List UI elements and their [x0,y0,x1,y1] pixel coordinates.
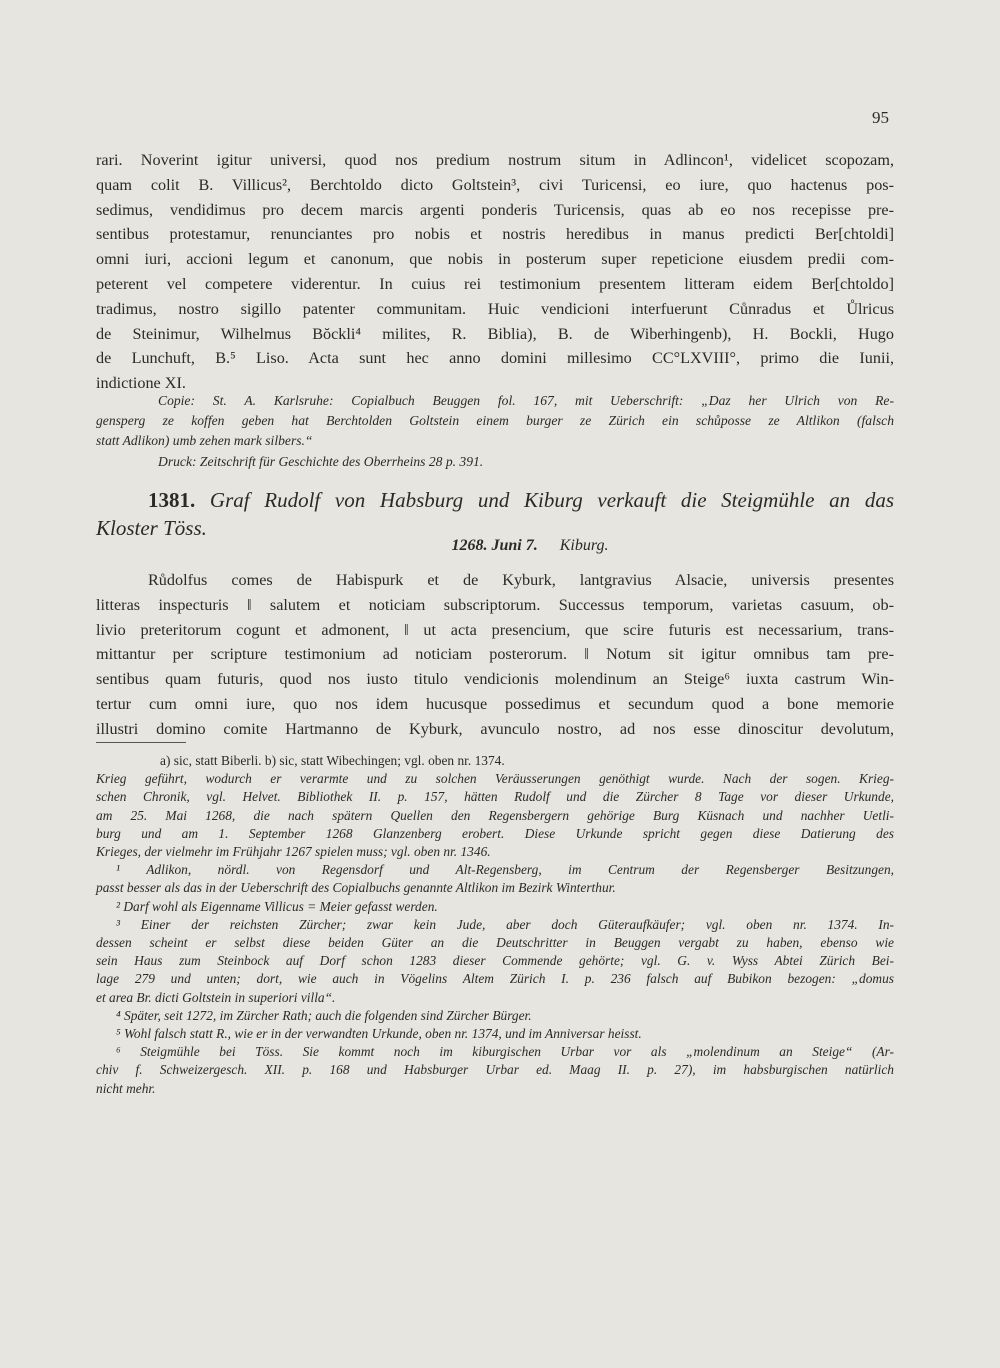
footnote-line: chiv f. Schweizergesch. XII. p. 168 und Habsburger Urbar ed. Maag II. p. 27), im habsburgischen natürlich [96,1062,894,1078]
footnote-line: et area Br. dicti Goltstein in superiori villa“. [96,989,336,1005]
footnote-line: schen Chronik, vgl. Helvet. Bibliothek II. p. 157, hätten Rudolf und die Zürcher 8 Tage vor dieser Urkunde, [96,789,894,805]
text-line: sedimus, vendidimus pro decem marcis argenti ponderis Turicensis, quas ab eo nos recepisse pre- [96,200,894,219]
text-line: quam colit B. Villicus², Berchtoldo dicto Goltstein³, civi Turicensi, eo iure, quo hactenus pos- [96,175,894,194]
footnote-line: Krieg geführt, wodurch er verarmte und zu solchen Veräusserungen genöthigt wurde. Nach der sogen. Krieg- [96,771,894,787]
document-heading [96,486,894,542]
text-line: peterent vel competere viderentur. In cuius rei testimonium presentem litteram eidem Ber[chtoldo] [96,274,894,293]
footnote-line: lage 279 und unten; dort, wie auch in Vögelins Altem Zürich I. p. 236 falsch auf Bubikon bezogen: „domus [96,971,894,987]
dateline [0,537,1000,555]
text-line: mittantur per scripture testimonium ad noticiam posterorum. ‖ Notum sit igitur omnibus tam pre- [96,645,894,664]
footnote-line: passt besser als das in der Ueberschrift des Copialbuchs genannte Altlikon im Bezirk Winterthur. [96,880,616,896]
page-number: 95 [872,108,889,127]
footnote-divider [96,742,186,743]
footnote-3: ³ Einer der reichsten Zürcher; zwar kein Jude, aber doch Güteraufkäufer; vgl. oben nr. 1374. In- [116,916,894,932]
footnote-2: ² Darf wohl als Eigenname Villicus = Meier gefasst werden. [116,898,438,914]
footnotes [96,752,894,1098]
footnote-4: ⁴ Später, seit 1272, im Zürcher Rath; auch die folgenden sind Zürcher Bürger. [116,1007,532,1023]
text-line: Růdolfus comes de Habispurk et de Kyburk, lantgravius Alsacie, universis presentes [148,571,894,589]
source-note [96,391,894,472]
footnote-line: burg und am 1. September 1268 Glanzenberg erobert. Diese Urkunde spricht gegen diese Datierung des [96,825,894,841]
text-line: illustri domino comite Hartmanno de Kyburk, avunculo nostro, ad nos esse dinoscitur devolutum, [96,719,894,738]
footnote-5: ⁵ Wohl falsch statt R., wie er in der verwandten Urkunde, oben nr. 1374, und im Anniversar heisst. [116,1026,642,1042]
note-line: Copie: St. A. Karlsruhe: Copialbuch Beuggen fol. 167, mit Ueberschrift: „Daz her Ulrich von Re- [158,393,894,408]
document-place: Kiburg. [559,537,609,554]
text-line: tertur cum omni iure, quo nos idem hucusque possedimus et secundum quod a bone memorie [96,694,894,713]
text-line: de Steinimur, Wilhelmus Bŏckli⁴ milites, R. Biblia), B. de Wiberhingenb), H. Bockli, Hugo [96,324,894,343]
text-line: indictione XI. [96,374,186,393]
text-line: de Lunchuft, B.⁵ Liso. Acta sunt hec anno domini millesimo CC°LXVIII°, primo die Iunii, [96,349,894,368]
charter-text [96,148,894,396]
text-line: livio preteritorum cogunt et admonent, ‖ ut acta presencium, que scire futuris est necessarium, trans- [96,620,894,639]
text-line: rari. Noverint igitur universi, quod nos predium nostrum situm in Adlincon¹, videlicet scopozam, [96,151,894,169]
footnote-line: sein Haus zum Steinbock auf Dorf schon 1283 dieser Commende gehörte; vgl. G. v. Wyss Abtei Zürich Bei- [96,953,894,969]
charter-1381-text [96,568,894,742]
note-line: gensperg ze koffen geben hat Berchtolden Goltstein einem burger ze Zürich ein schůposse ze Altlikon (falsch [96,413,894,429]
text-line: litteras inspecturis ‖ salutem et noticiam subscriptorum. Successus temporum, varietas casuum, ob- [96,595,894,614]
note-line: Druck: Zeitschrift für Geschichte des Oberrheins 28 p. 391. [158,453,484,469]
variant-footnote: a) sic, statt Biberli. b) sic, statt Wibechingen; vgl. oben nr. 1374. [160,753,505,768]
document-number: 1381. [148,488,196,512]
note-line: statt Adlikon) umb zehen mark silbers.“ [96,433,313,449]
footnote-line: am 25. Mai 1268, die nach spätern Quellen den Regensbergern gehörige Burg Küsnach und nachher Uetli- [96,807,894,823]
footnote-line: nicht mehr. [96,1080,156,1096]
text-line: tradimus, nostro sigillo patenter communitam. Huic vendicioni interfuerunt Cůnradus et Ůlricus [96,299,894,318]
footnote-line: dessen scheint er selbst diese beiden Güter an die Deutschritter in Beuggen vergabt zu haben, ebenso wie [96,935,894,951]
text-line: omni iuri, accioni legum et canonum, que nobis in posterum super repeticione eiusdem predii com- [96,250,894,269]
document-date: 1268. Juni 7. [451,537,538,554]
footnote-6: ⁶ Steigmühle bei Töss. Sie kommt noch im kiburgischen Urbar vor als „molendinum an Steige“ (Ar- [116,1044,894,1060]
footnote-line: Krieges, der vielmehr im Frühjahr 1267 spielen muss; vgl. oben nr. 1346. [96,844,491,860]
document-title-cont: Kloster Töss. [96,516,207,540]
footnote-1: ¹ Adlikon, nördl. von Regensdorf und Alt-Regensberg, im Centrum der Regensberger Besitzungen, [116,862,894,878]
text-line: sentibus quam futuris, quod nos iusto titulo vendicionis molendinum an Steige⁶ iuxta castrum Win- [96,670,894,689]
text-line: sentibus protestamur, renunciantes pro nobis et nostris heredibus in manus predicti Ber[chtoldi] [96,225,894,244]
document-title: Graf Rudolf von Habsburg und Kiburg verkauft die Steigmühle an das [209,488,894,512]
